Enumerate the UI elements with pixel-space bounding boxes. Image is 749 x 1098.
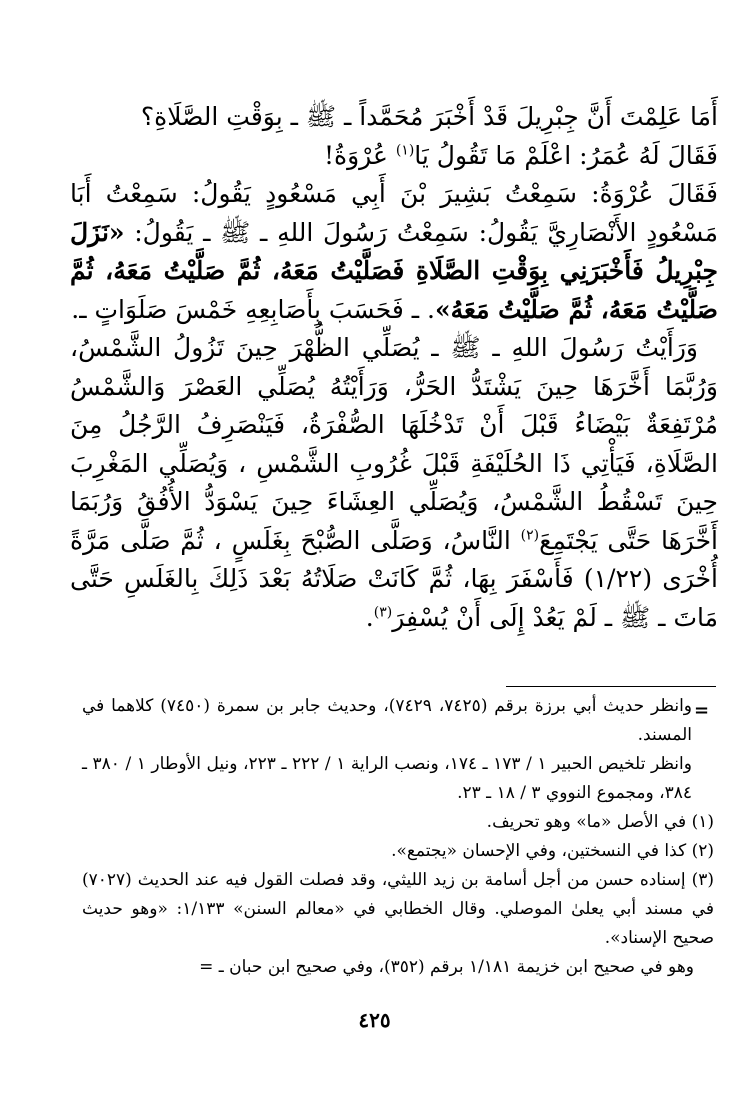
footnote-separator [506,686,716,687]
page-number: ٤٢٥ [358,1008,391,1032]
text-line: عُرْوَةُ! [323,140,396,170]
text-line: النَّاسُ، وَصَلَّى الصُّبْحَ بِغَلَسٍ ، ثُمَّ صَلَّى مَرَّةً أُخْرَى (١/٢٢) فَأَسْفَرَ بِهَا، ثُمَّ كَانَتْ صَلَاتُهُ بَعْدَ ذَلِكَ بِالغَلَسِ حَتَّى مَاتَ ـ ﷺ ـ لَمْ يَعُدْ إِلَى أَنْ يُسْفِرَ [70,525,718,632]
text-line: وَرَأَيْتُ رَسُولَ اللهِ ـ ﷺ ـ يُصَلِّي الظُّهْرَ حِينَ تَزُولُ الشَّمْسُ، وَرُبَّمَا أَخَّرَهَا حِينَ يَشْتَدُّ الحَرُّ، وَرَأَيْتُهُ يُصَلِّي العَصْرَ وَالشَّمْسُ مُرْتَفِعَةٌ بَيْضَاءُ قَبْلَ أَنْ تَدْخُلَهَا الصُّفْرَةُ، فَيَنْصَرِفُ الرَّجُلُ مِنَ الصَّلَاةِ، فَيَأْتِي ذَا الحُلَيْفَةِ قَبْلَ غُرُوبِ الشَّمْسِ ، وَيُصَلِّي المَغْرِبَ حِينَ تَسْقُطُ الشَّمْسُ، وَيُصَلِّي العِشَاءَ حِينَ يَسْوَدُّ الأُفُقُ وَرُبَمَا أَخَّرَهَا حَتَّى يَجْتَمِعَ [70,333,718,555]
footnote-ref-2: (٢) [520,527,540,544]
footnote-ref-1: (١) [395,142,415,159]
continuation-marker: = [694,700,710,721]
footnote-continuation-2: وانظر تلخيص الحبير ١ / ١٧٣ ـ ١٧٤، ونصب الراية ١ / ٢٢٢ ـ ٢٢٣، ونيل الأوطار ١ / ٣٨٠ ـ ٣٨٤، ومجموع النووي ٣ / ١٨ ـ ٢٣. [82,754,692,803]
footnote-ref-3: (٣) [373,604,393,621]
text-line: فَقَالَ عُرْوَةُ: سَمِعْتُ بَشِيرَ بْنَ أَبِي مَسْعُودٍ يَقُولُ: سَمِعْتُ أَبَا مَسْعُودٍ الأَنْصَارِيَّ يَقُولُ: سَمِعْتُ رَسُولَ اللهِ ـ ﷺ ـ يَقُولُ: [70,179,718,247]
main-paragraph-2 [70,137,718,176]
footnote-3: (٣) إسناده حسن من أجل أسامة بن زيد الليثي، وقد فصلت القول فيه عند الحديث (٧٠٢٧) في مسند أبي يعلىٰ الموصلي. وقال الخطابي في «معالم السنن» ١/١٣٣: «وهو حديث صحيح الإسناد». [82,870,715,948]
main-text [70,98,718,637]
footnote-1: (١) في الأصل «ما» وهو تحريف. [486,812,714,832]
text-line: أَمَا عَلِمْتَ أَنَّ جِبْرِيلَ قَدْ أَخْبَرَ مُحَمَّداً ـ ﷺ ـ بِوَقْتِ الصَّلَاةِ؟ [140,102,718,131]
footnote-3-continuation: وهو في صحيح ابن خزيمة ١/١٨١ برقم (٣٥٢)، وفي صحيح ابن حبان ـ = [199,957,694,977]
main-paragraph-1 [70,98,718,137]
main-paragraph-4 [70,329,718,637]
text-line: . [365,602,374,632]
main-paragraph-3 [70,175,718,329]
footnotes [82,692,714,982]
footnote-2: (٢) كذا في النسختين، وفي الإحسان «يجتمع». [391,841,714,861]
text-line: . ـ فَحَسَبَ بِأَصَابِعِهِ خَمْسَ صَلَوَاتٍ ـ. [71,294,435,324]
hadith-quote: «نَزَلَ جِبْرِيلُ فَأَخْبَرَنِي بِوَقْتِ الصَّلَاةِ فَصَلَّيْتُ مَعَهُ، ثُمَّ صَلَّيْتُ مَعَهُ، ثُمَّ صَلَّيْتُ مَعَهُ، ثُمَّ صَلَّيْتُ مَعَهُ» [70,217,718,324]
footnote-continuation-1: وانظر حديث أبي برزة برقم (٧٤٢٥، ٧٤٢٩)، وحديث جابر بن سمرة (٧٤٥٠) كلاهما في المسند. [82,696,693,745]
text-line: فَقَالَ لَهُ عُمَرُ: اعْلَمْ مَا تَقُولُ يَا [414,140,718,170]
